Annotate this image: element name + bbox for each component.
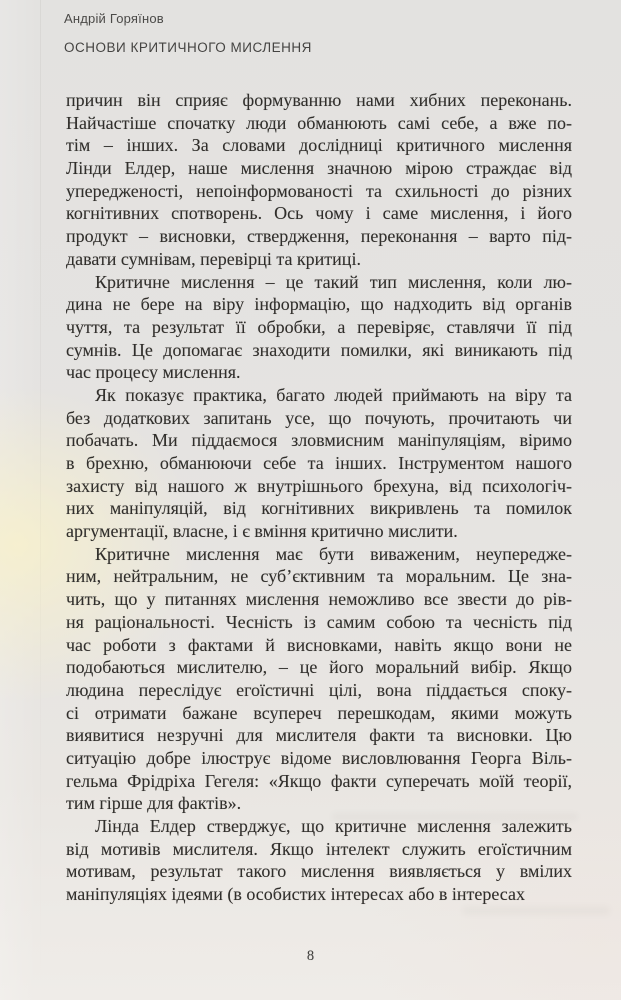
text-line: дина не бере на віру інформацію, що надходить від органів (66, 294, 572, 315)
text-line: від мотивів мислителя. Якщо інтелект служить егоїстичним (66, 838, 572, 859)
text-line: Критичне мислення – це такий тип мислення, коли лю- (95, 271, 572, 292)
text-line: аргументації, власне, і є вміння критично мислити. (66, 521, 458, 542)
page-edge-crease (40, 0, 41, 1000)
text-line: когнітивних спотворень. Ось чому і саме мислення, і його (66, 203, 572, 224)
text-line: тим гірше для фактів». (66, 793, 242, 814)
text-line: ня раціональності. Чесність із самим собою та чесність під (66, 611, 572, 632)
text-line: без додаткових запитань усе, що почують, прочитають чи (66, 407, 572, 428)
text-line: виявитися незручні для мислителя факти та висновки. Цю (66, 725, 572, 746)
text-line: Лінди Елдер, наше мислення значною мірою страждає від (66, 158, 572, 179)
text-line: Критичне мислення має бути виваженим, неупередже- (95, 543, 572, 564)
text-line: Як показує практика, багато людей приймають на віру та (95, 384, 572, 405)
text-line: ситуацію добре ілюструє відоме висловлювання Георга Віль- (66, 747, 572, 768)
text-line: ним, нейтральним, не суб’єктивним та моральним. Це зна- (66, 566, 572, 587)
body-text (66, 89, 572, 906)
text-line: чить, що у питаннях мислення неможливо все звести до рів- (66, 589, 572, 610)
text-line: них маніпуляцій, від когнітивних викривлень та помилок (66, 498, 572, 519)
text-line: тім – інших. За словами дослідниці критичного мислення (66, 135, 572, 156)
text-line: захисту від нашого ж внутрішнього брехуна, від психологіч- (66, 475, 572, 496)
text-line: в брехню, обманюючи себе та інших. Інструментом нашого (66, 453, 572, 473)
text-line: упередженості, непоінформованості та схильності до різних (66, 180, 572, 201)
ink-show-through (462, 906, 610, 915)
text-line: час процесу мислення. (66, 362, 241, 383)
text-line: подобаються мислителю, – це його моральний вибір. Якщо (66, 657, 572, 678)
page-number: 8 (306, 948, 315, 964)
text-line: причин він сприяє формуванню нами хибних переконань. (66, 90, 572, 110)
author-name: Андрій Горяїнов (64, 11, 164, 26)
text-line: чуття, та результат її обробки, а перевіряє, ставлячи її під (66, 316, 572, 337)
text-line: Найчастіше спочатку люди обманюють самі себе, а вже по- (66, 112, 572, 133)
text-line: давати сумнівам, перевірці та критиці. (66, 248, 361, 269)
text-line: Лінда Елдер стверджує, що критичне мислення залежить (95, 816, 572, 836)
text-line: маніпуляціях ідеями (в особистих інтересах або в інтересах (66, 884, 525, 905)
text-line: людина переслідує егоїстичні цілі, вона піддається споку- (66, 679, 572, 700)
text-line: сумнів. Це допомагає знаходити помилки, які виникають під (66, 339, 572, 360)
text-line: мотивам, результат такого мислення виявляється у вмілих (66, 861, 572, 882)
text-line: час роботи з фактами й висновками, навіть якщо вони не (66, 634, 572, 655)
book-title: ОСНОВИ КРИТИЧНОГО МИСЛЕННЯ (64, 40, 312, 55)
text-line: побачать. Ми піддаємося зловмисним маніпуляціям, віримо (66, 430, 572, 451)
text-line: продукт – висновки, ствердження, переконання – варто під- (66, 226, 572, 247)
text-line: сі отримати бажане всупереч перешкодам, якими можуть (66, 702, 572, 723)
text-line: гельма Фрідріха Гегеля: «Якщо факти суперечать моїй теорії, (66, 770, 572, 791)
